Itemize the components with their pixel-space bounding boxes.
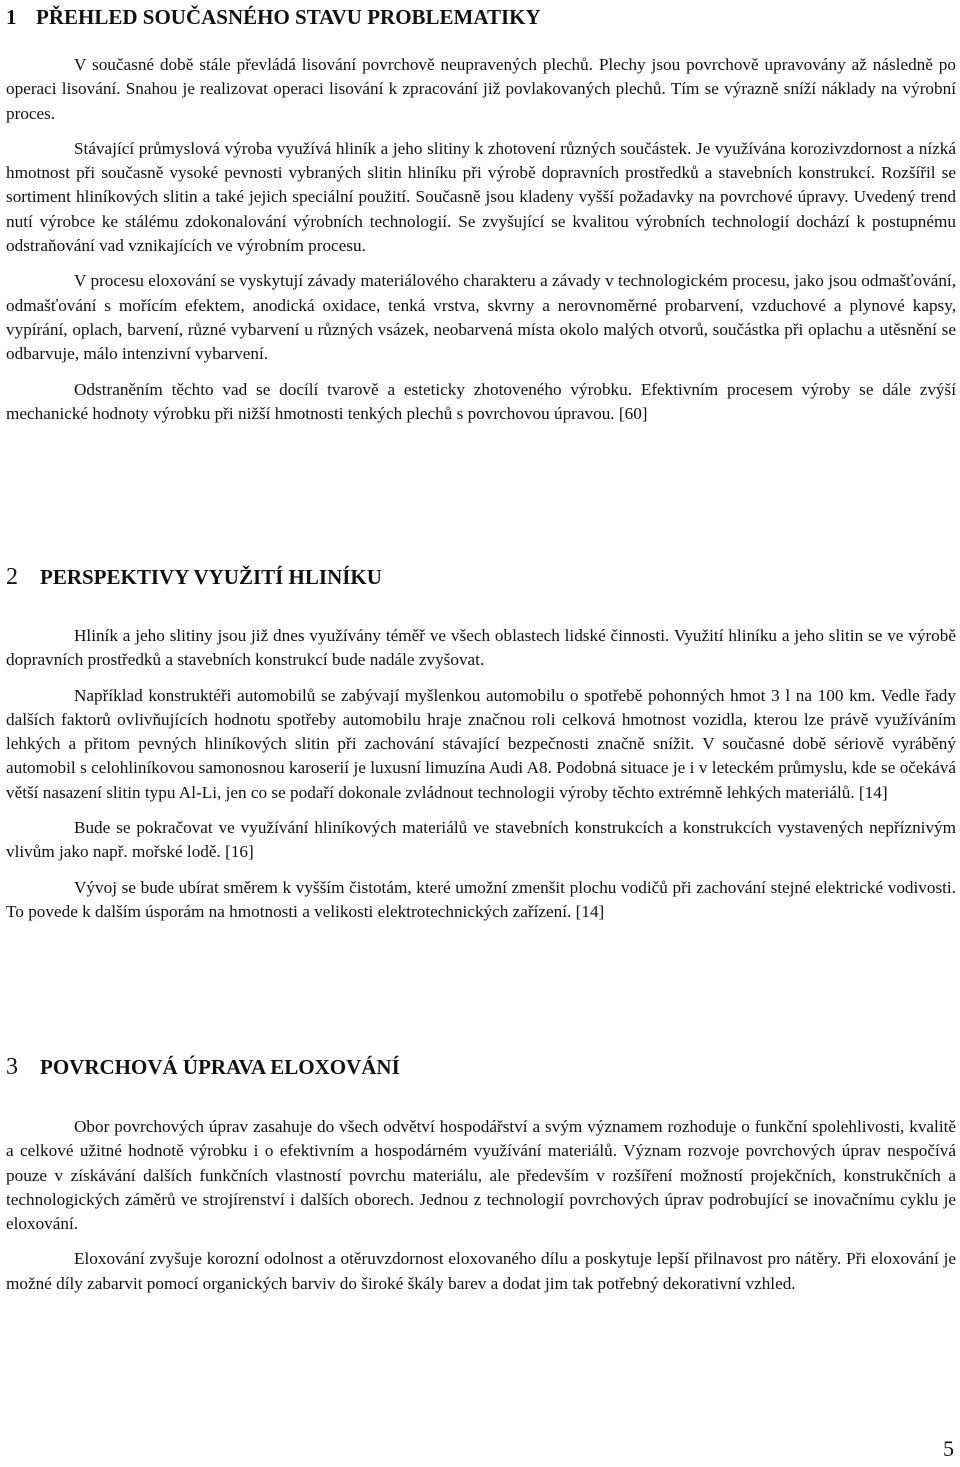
paragraph: Odstraněním těchto vad se docílí tvarově a esteticky zhotoveného výrobku. Efektivním procesem výroby se dále zvýší mechanické hodnoty výrobku při nižší hmotnosti tenkých plechů s povrchovou úpravou. [60] [6,379,956,423]
paragraph: Vývoj se bude ubírat směrem k vyšším čistotám, které umožní zmenšit plochu vodičů při zachování stejné elektrické vodivosti. To povede k dalším úsporám na hmotnosti a velikosti elektrotechnických zařízení. [14] [6,877,956,921]
section-3 [6,1052,956,1307]
paragraph: Obor povrchových úprav zasahuje do všech odvětví hospodářství a svým významem rozhoduje o funkční spolehlivosti, kvalitě a celkové užitné hodnotě výrobku i o efektivním a hospodárném využívání materiálů. Význam rozvoje povrchových úprav nespočívá pouze v získávání dalších funkčních vlastností povrchu materiálu, ale především v rozšíření možností projekčních, konstrukčních a technologických záměrů ve strojírenství i dalších oborech. Jednou z technologií povrchových úprav podrobující se inovačnímu cyklu je eloxování. [6,1117,956,1234]
paragraph: Eloxování zvyšuje korozní odolnost a otěruvzdornost eloxovaného dílu a poskytuje lepší přilnavost pro nátěry. Při eloxování je možné díly zabarvit pomocí organických barviv do široké škály barev a dodat jim tak potřebný dekorativní vzhled. [6,1249,956,1293]
paragraph: Bude se pokračovat ve využívání hliníkových materiálů ve stavebních konstrukcích a konstrukcích vystavených nepříznivým vlivům jako např. mořské lodě. [16] [6,818,956,862]
section-3-heading [6,1052,956,1082]
section-2 [6,562,956,935]
paragraph: V současné době stále převládá lisování povrchově neupravených plechů. Plechy jsou povrchově upravovány až následně po operaci lisování. Snahou je realizovat operaci lisování k zpracování již povlakovaných plechů. Tím se výrazně sníží náklady na výrobní proces. [6,55,956,123]
paragraph: Hliník a jeho slitiny jsou již dnes využívány téměř ve všech oblastech lidské činnosti. Využití hliníku a jeho slitin se ve výrobě dopravních prostředků a stavebních konstrukcí bude nadále zvyšovat. [6,626,956,670]
section-1 [6,0,956,437]
section-1-heading [6,2,956,32]
page-number: 5 [943,1436,954,1461]
paragraph: Například konstruktéři automobilů se zabývají myšlenkou automobilu o spotřebě pohonných hmot 3 l na 100 km. Vedle řady dalších faktorů ovlivňujících hodnotu spotřeby automobilu hraje značnou roli celková hmotnost vozidla, kterou lze právě využíváním lehkých a přitom pevných hliníkových slitin při zachování stávající bezpečnosti značně snížit. V současné době sériově vyráběný automobil s celohliníkovou samonosnou karoserií je luxusní limuzína Audi A8. Podobná situace je i v leteckém průmyslu, kde se očekává větší nasazení slitin typu Al-Li, jen co se podaří dokonale zvládnout technologii výroby těchto extrémně lehkých materiálů. [14] [6,685,956,802]
section-2-number: 2 [6,564,18,590]
section-2-heading [6,562,956,592]
section-1-title: PŘEHLED SOUČASNÉHO STAVU PROBLEMATIKY [36,5,541,29]
paragraph: Stávající průmyslová výroba využívá hliník a jeho slitiny k zhotovení různých součástek. Je využívána korozivzdornost a nízká hmotnost při současně vysoké pevnosti vybraných slitin hliníku při výrobě dopravních prostředků a stavebních konstrukcí. Rozšířil se sortiment hliníkových slitin a také jejich speciální použití. Současně jsou kladeny vyšší požadavky na povrchové úpravy. Uvedený trend nutí výrobce ke stálému zdokonalování výrobních technologií. Se zvyšující se kvalitou výrobních technologií dochází k postupnému odstraňování vad vznikajících ve výrobním procesu. [6,138,956,256]
section-1-number: 1 [6,5,17,29]
section-3-number: 3 [6,1054,18,1080]
section-2-title: PERSPEKTIVY VYUŽITÍ HLINÍKU [40,565,382,589]
section-3-title: POVRCHOVÁ ÚPRAVA ELOXOVÁNÍ [40,1055,400,1079]
paragraph: V procesu eloxování se vyskytují závady materiálového charakteru a závady v technologickém procesu, jako jsou odmašťování, odmašťování s mořícím efektem, anodická oxidace, tenká vrstva, skvrny a nerovnoměrné probarvení, vzduchové a plynové kapsy, vypírání, oplach, barvení, různé vybarvení u různých vsázek, neobarvená místa okolo malých otvorů, součástka při oplachu a utěsnění se odbarvuje, málo intenzivní vybarvení. [6,271,956,364]
